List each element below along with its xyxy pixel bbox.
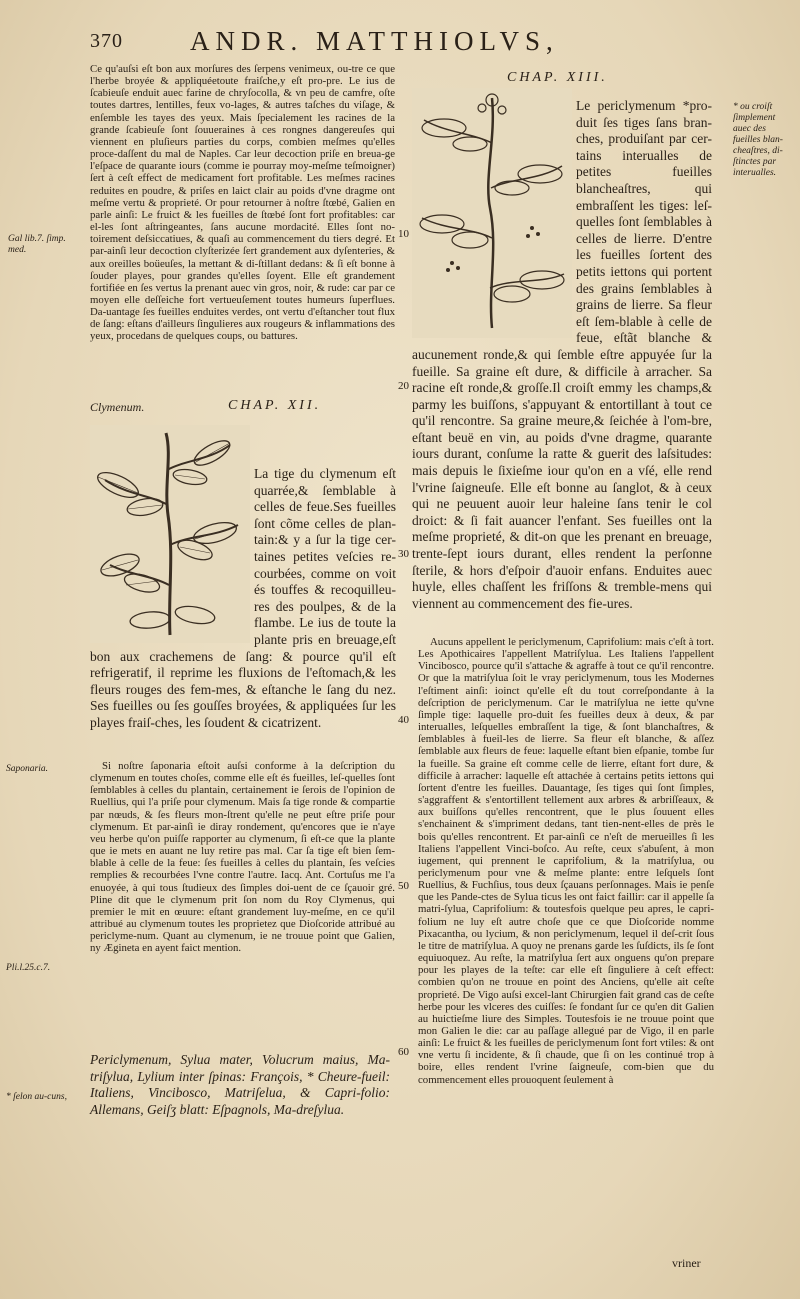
periclymenum-names: Periclymenum, Sylua mater, Volucrum maius, Ma-triſylua, Lylium inter ſpinas: François, * Cheure-fueil: Italiens, Vincibosco, Matriſelua, & Capri-folio: Allemans, Geiſʒ blatt: Eſpagnols, Ma-dreſylua. <box>90 1052 390 1117</box>
margin-note-pline: Pli.l.25.c.7. <box>6 963 51 973</box>
line-number: 40 <box>398 714 409 726</box>
line-number: 10 <box>398 228 409 240</box>
margin-note-galien: Gal lib.7. ſimp. med. <box>8 234 66 255</box>
illustration-spacer <box>90 466 254 648</box>
catchword: vriner <box>672 1256 701 1270</box>
margin-note-right: * ou croiſt ſimplement auec des fueilles blan-cheaſtres, di-ſtinctes par interualles. <box>733 102 783 178</box>
chapter-xii-plant-name: Clymenum. <box>90 400 145 414</box>
running-head: ANDR. MATTHIOLVS, <box>190 26 559 56</box>
chapter-xiii-text: Le periclymenum *pro-duit ſes tiges ſans bran-ches, produiſant par cer-tains interualles de petites fueilles blancheaſtres, qui embraſſent les tiges: leſ-quelles ſont ſemblables à celles de lierre. D'entre les fueilles ſortent des petits iettons qui portent des grains ſemblables à grains de lierre. Sa fleur eſt ſem-blable à celle de feue, eſtãt blanche & aucunement ronde,& qui ſemble eſtre appuyée ſur la fueille. Sa graine eſt dure, & difficile à arracher. Sa racine eſt ronde,& groſſe.Il croiſt emmy les champs,& parmy les buiſſons, s'appuyant & entortillant à tout ce qu'il rencontre. Sa graine meure,& ſeichée à l'om-bre, eſtant beuë en vin, au poids d'vne dragme, quarante iours durant, conſume la ratte & guerit des laſsitudes: mais depuis le ſixieſme iour qu'on en a vſé, elle rend l'vrine ſaigneuſe. Elle eſt bonne au ſanglot, & à ceux qui ne peuuent auoir leur haleine ſans tenir le col droict: & ſi fait auancer l'enfant. Ses fueilles ont la meſme proprieté, & dit-on que les prenant en breuage, trente-ſept iours durant, elles rendent la perſonne ſterile, & hors d'eſpoir d'auoir enfans. Enduites auec huyle, elles chaſſent les friſſons & tremble-mens qui viennent au commencement des fie-ures. <box>412 98 712 611</box>
chapter-xiii-title: CHAP. XIII. <box>507 70 608 85</box>
left-top-text: Ce qu'auſsi eſt bon aux morſures des ſerpens venimeux, ou-tre ce que l'herbe broyée & appliquéetoute fraiſche,y eſt pro-pre. Le ius de ſcabieuſe enduit auec farine de chryſocolla, & vn peu de camfre, oſte toutes dartres, lentilles, feux vo-lages, & autres taſches du viſage, & enſemble les tayes des yeux. Mais ſpecialement les racines de la grande ſcabieuſe ſont ſouueraines à ces rongnes dangereuſes qui viennent en pluſieurs parties du corps, combien meſmes qu'elles proce-daſſent du mal de Naples. Car leur decoction priſe en breua-ge l'eſpace de quarante iours (comme ie pourray moy-meſme teſmoigner) ſert à ceſt effect de medicament fort profitable. Les meſmes racines reduites en poudre, & priſes en laict clair au poids d'vne dragme ont meſme vertu & proprieté. Or pour retourner à noſtre ſtœbé, Galien en parle ainſi: Le fruict & les fueilles de ſtœbé ſont fort profitables: car el-les ſont aſtringeantes, ſans aucune mordacité. Elles ſont no-toirement deſsiccatiues, & quaſi au commencement du tiers degré. Et par-ainſi leur decoction clyſterizée ſert grandement aux dyſenteries, & aux oreilles boüeuſes, la mettant & di-ſtillant dedans: & ſi eſt bonne à ſouder playes, pour grandes qu'elles ſoyent. Elle eſt grandement fortifiée en ſes vertus la prenant auec vin gros, noir, & rude: car par ce moyen elle deſſeiche fort vertueuſement toutes humeurs ſuperflues. Da-uantage ſes fueilles enduites verdes, ont vertu d'eſtancher tout flux de ſang: eſtans d'ailleurs ſingulieres aux rougeurs & inflammations des yeux, procedans de quelques coups, ou battures. <box>90 63 395 343</box>
margin-note-saponaria: Saponaria. <box>6 764 48 774</box>
illustration-spacer <box>412 98 576 340</box>
chapter-xii-title: CHAP. XII. <box>228 398 322 413</box>
margin-note-selon-aucuns: * ſelon au-cuns, <box>6 1092 67 1102</box>
chapter-xii-commentary: Si noſtre ſaponaria eſtoit auſsi conforme à la deſcription du clymenum en toutes choſes, comme elle eſt és fueilles, leſ-quelles ſont ſemblables à celles du plantain, certainement ie ſerois de l'opinion de Ruellius, qui l'a priſe pour clymenum. Mais ſa tige ronde & compartie par nœuds, & ſes fleurs mon-ſtrent qu'elle ne peut eſtre priſe pour clymenum. Et par-ainſi ie diray rondement, qu'encores que ie n'aye veu herbe qu'on puiſſe rapporter au clymenum, ſi eſt-ce que la plante que ie mets en auant ne luy retire pas mal. Car ſa tige eſt bien ſem-blable à celle de la feue: ſes fueilles à celles du plantain, ſes veſcies remplies & recourbées l'vne contre l'autre. Iacq. Ant. Cortuſus me l'a enuoyée, à qui tous ſtudieux des ſimples doi-uent de ce ſçauoir gré. Pline dit que le clymenum prit ſon nom du Roy Clymenus, qui premier le mit en œuure: eſtant grandement luy-meſme, en ce qu'il attribué au clymenum toutes les proprietez que Dioſcoride attribué au periclyme-num. Quant au clymenum, ie ne trouue point que Galien, ny Ægineta en ayent faict mention. <box>90 760 395 955</box>
line-number: 30 <box>398 548 409 560</box>
page-number: 370 <box>90 30 123 52</box>
line-number: 60 <box>398 1046 409 1058</box>
line-number: 20 <box>398 380 409 392</box>
line-number: 50 <box>398 880 409 892</box>
chapter-xii-text: La tige du clymenum eſt quarrée,& ſemblable à celles de feue.Ses fueilles ſont cõme celles de plan-tain:& y a ſur la tige cer-taines petites veſcies re-courbées, comme on voit és touffes & recoquilleu-res des poulpes, & de la flambe. Le ius de toute la plante pris en breuage,eſt bon aux crachemens de ſang: & pource qu'il eſt refrigeratif, il reprime les fluxions de l'eſtomach,& les fleurs rouges des fem-mes, & eſtanche le ſang du nez. Ses fueilles ou ſes gouſſes broyées, & appliquées ſur les playes fraiſ-ches, les ſoudent & cicatrizent. <box>90 466 396 730</box>
chapter-xiii-commentary: Aucuns appellent le periclymenum, Caprifolium: mais c'eſt à tort. Les Apothicaires l'appellent Matriſylua. Les Italiens l'appellent Vincibosco, pource qu'il s'attache & agraffe à tout ce qu'il rencontre. Or que la matriſylua ſoit le vray periclymenum, tous les Modernes l'eſtiment ainſi: ioinct qu'elle eſt du tout correſpondante à la deſcription de periclymenum. Car le matriſylua ne iette qu'vne ſimple tige: laquelle pro-duit ſes fueilles deux à deux, & par interualles, leſquelles embraſſent la tige, & ſont blanchaſtres, & ſemblables à fueil-les de lierre. Sa fleur eſt blanche, & aſſez ſemblable aux fleurs de feue: laquelle eſtant bien eſpanie, tombe ſur la fueille. Sa graine eſt comme celle de lierre, eſtant fort dure, & difficile à arracher: laquelle eſt attachée à certains petits iettons qui ſortent d'entre les fueilles. Dauantage, ſes tiges qui ſont ſimples, s'aggraffent & s'entortillent tellement aux arbres & arbriſſeaux, & aux buiſſons qu'elles rencontrent, que le plus ſouuent elles s'enchainent & s'impriment dedans, tant tien-nent-elles de près le bois qu'elles rencontrent. Et par-ainſi ce n'eſt de merueilles ſi les Italiens l'appellent Vinci-boſco. Au reſte, ceux s'abuſent, à mon iugement, qui prennent le caprifolium, & la matriſylua, ou periclymenum pour vne & meſme plante: entre leſquels ſont Ruellius, & Fuchſius, tous deux ſçauans perſonnages. Mais ie penſe que les Pande-ctes de Sylua ticus les ont faict faillir: car il appelle ſa matri-ſylua, Caprifolium: & toutesfois quelque peu apres, le capri-folium ne luy eſt autre choſe que ce que Dioſcoride nomme Pixacantha, ou lycium, & non periclymenum, lequel il deſ-crit ſous le titre de matriſylua. A quoy ne prenans garde les ſuſdicts, ils ſe ſont equiuoquez. Au reſte, la matriſylua ſert aux onguens qu'on prepare pour les playes de la teſte: car elle eſt ſinguliere à ceſt effect: combien qu'on ne trouue en point des Anciens, qu'elle ait ceſte proprieté. De Vigo auſsi excel-lant Chirurgien fait grand cas de ceſte herbe pour les vlceres des cuiſſes: ſe fondant ſur ce qu'en dit Galien au huictieſme liure des Simples. Toutesfois ie ne trouue point que mon Galien le die: car au paſſage allegué par de Vigo, il en parle ainſi: Le fruict & les fueilles de periclymenum ſont fort vtiles: & ont vne vertu ſi incidente, & ſi chaude, que ſi on les continué trop à boire, elles rendent l'vrine ſaigneuſe, com-bien que du commencement elles prouoquent ſeulement à <box>418 636 714 1086</box>
